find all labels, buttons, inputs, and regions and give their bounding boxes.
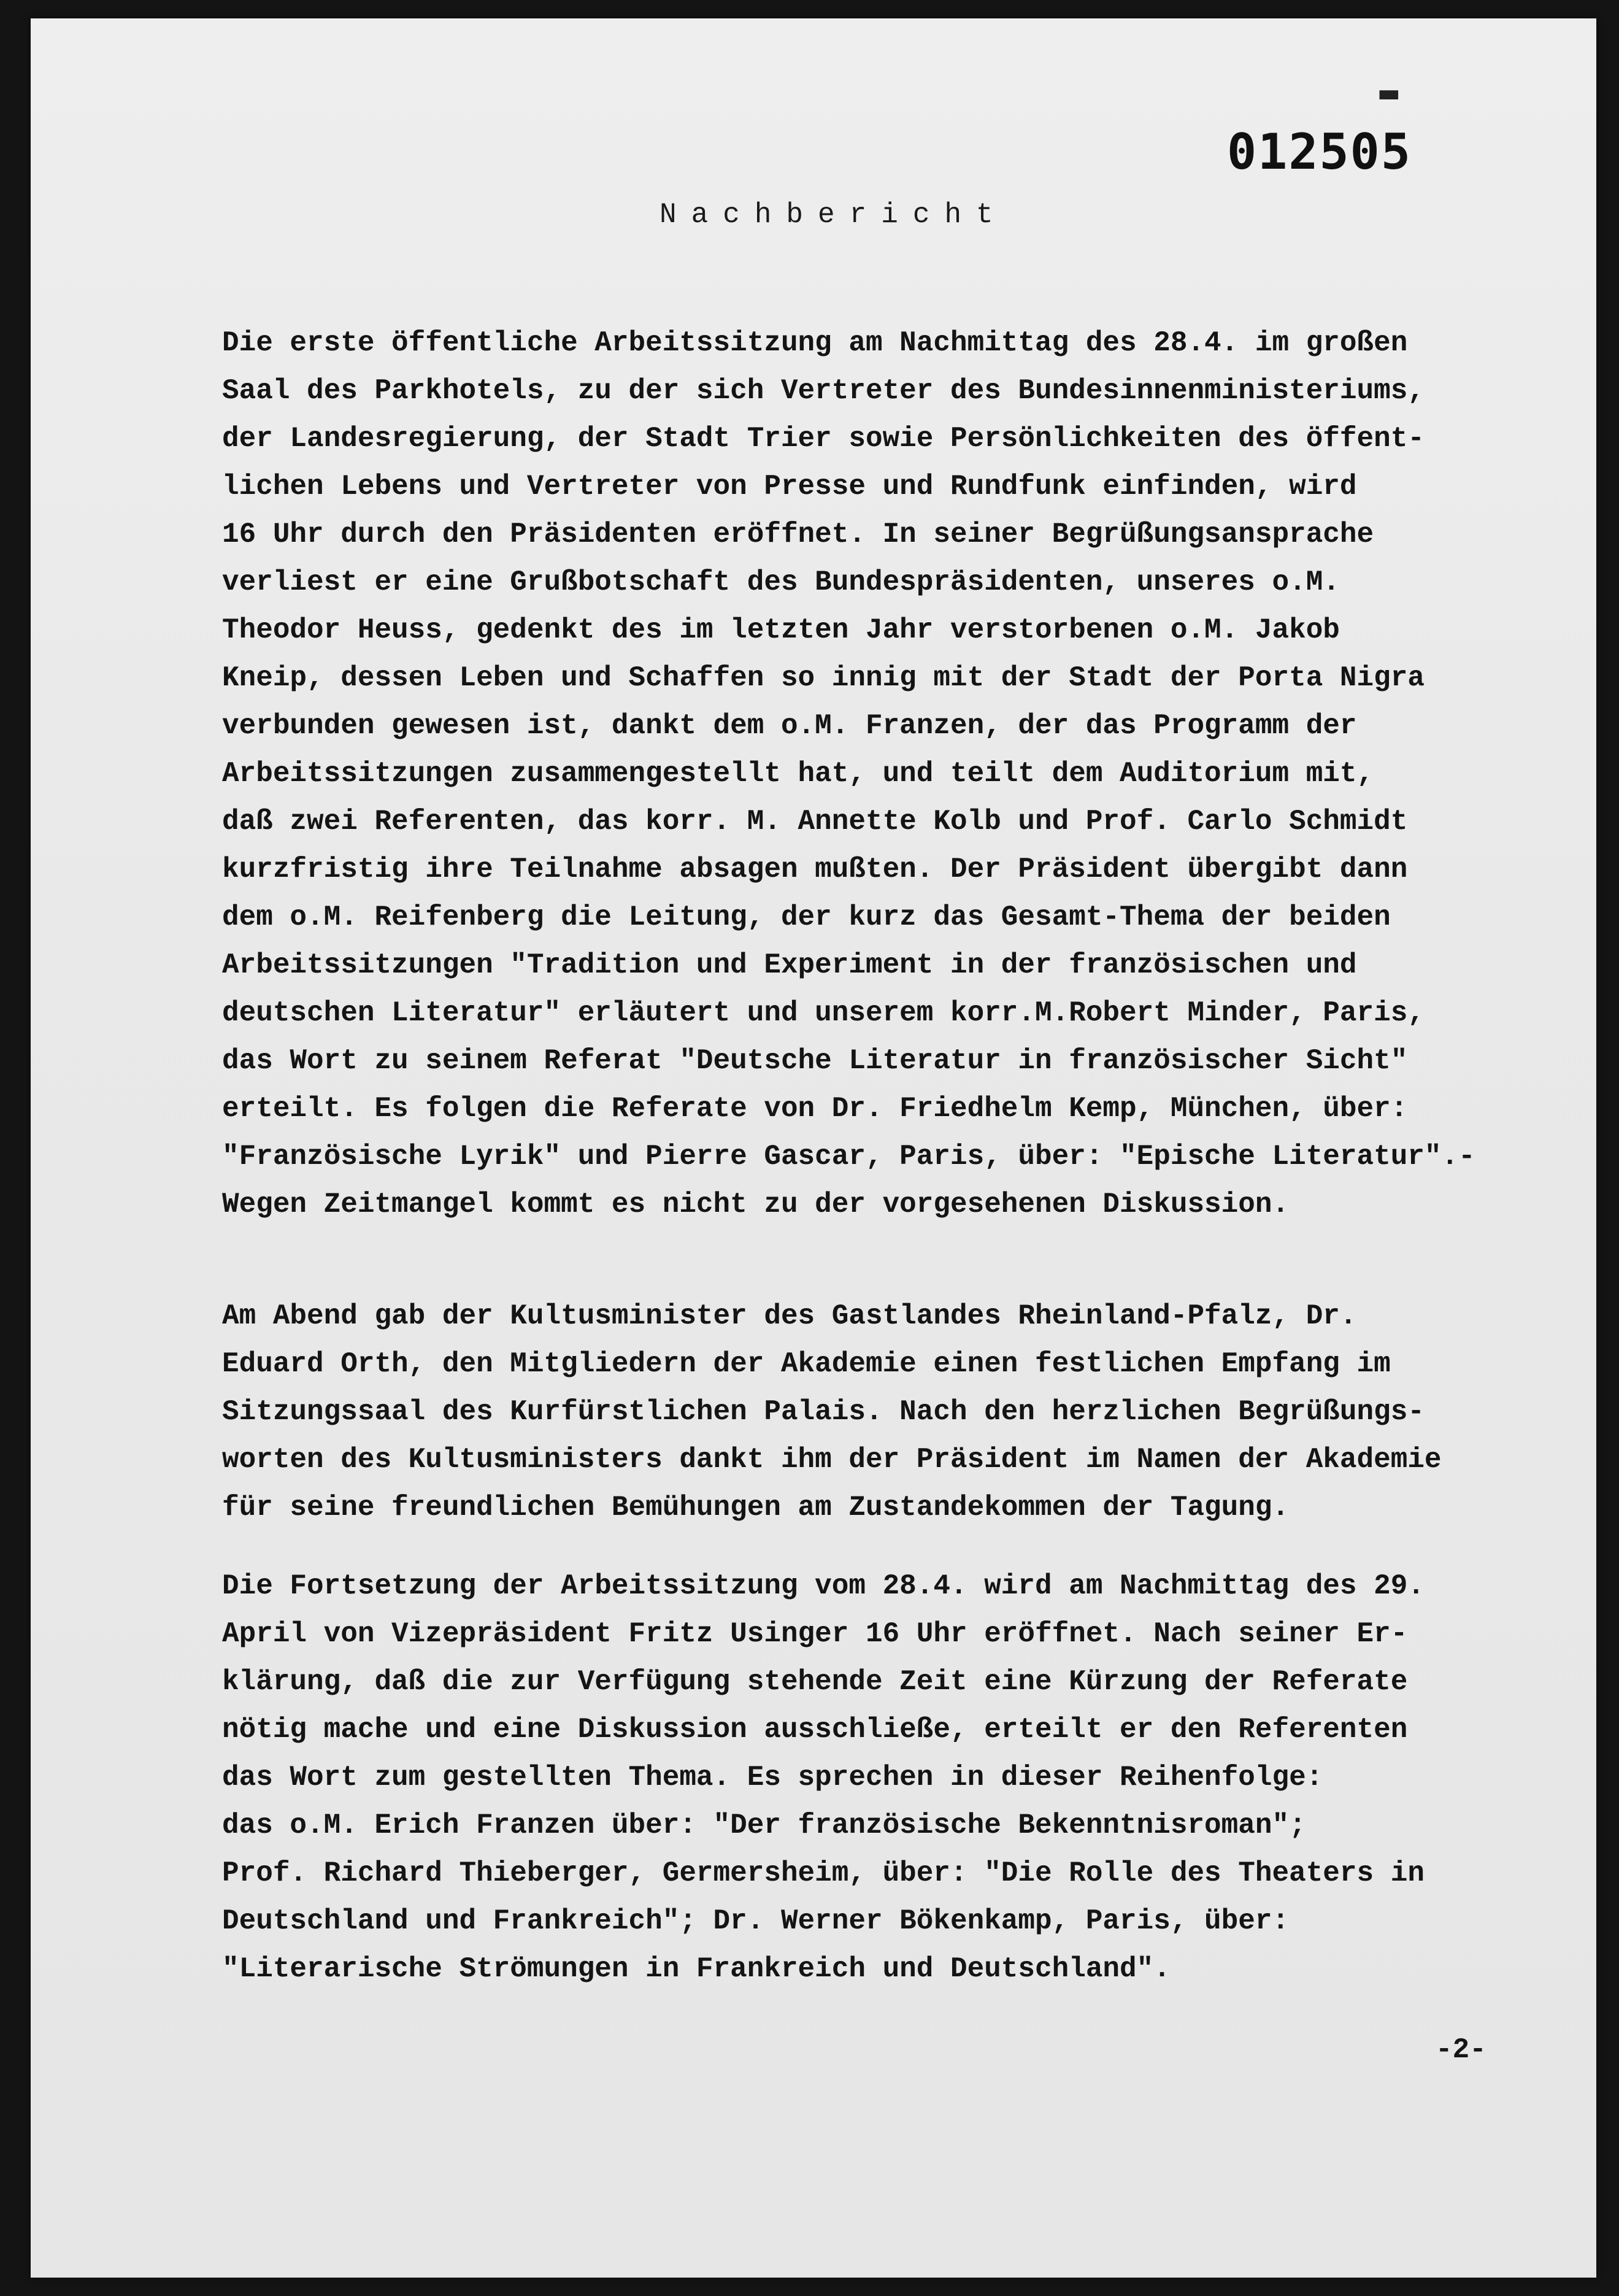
text-line: kurzfristig ihre Teilnahme absagen mußten. Der Präsident übergibt dann [222,853,1408,885]
text-line: worten des Kultusministers dankt ihm der Präsident im Namen der Akademie [222,1444,1442,1476]
text-line: daß zwei Referenten, das korr. M. Annette Kolb und Prof. Carlo Schmidt [222,806,1408,838]
text-line: deutschen Literatur" erläutert und unserem korr.M.Robert Minder, Paris, [222,997,1425,1029]
text-line: "Literarische Strömungen in Frankreich und Deutschland". [222,1953,1171,1985]
text-line: Wegen Zeitmangel kommt es nicht zu der vorgesehenen Diskussion. [222,1188,1290,1220]
text-line: erteilt. Es folgen die Referate von Dr. Friedhelm Kemp, München, über: [222,1093,1408,1125]
text-line: "Französische Lyrik" und Pierre Gascar, Paris, über: "Epische Literatur".- [222,1141,1475,1173]
text-line: Eduard Orth, den Mitgliedern der Akademie einen festlichen Empfang im [222,1348,1391,1380]
text-line: Theodor Heuss, gedenkt des im letzten Jahr verstorbenen o.M. Jakob [222,614,1340,646]
text-line: der Landesregierung, der Stadt Trier sowie Persönlichkeiten des öffent- [222,423,1425,455]
text-line: Prof. Richard Thieberger, Germersheim, über: "Die Rolle des Theaters in [222,1857,1425,1889]
text-line: Arbeitssitzungen "Tradition und Experiment in der französischen und [222,949,1357,981]
paragraph-3 [222,1562,1498,1993]
text-line: klärung, daß die zur Verfügung stehende Zeit eine Kürzung der Referate [222,1666,1408,1698]
text-line: Am Abend gab der Kultusminister des Gastlandes Rheinland-Pfalz, Dr. [222,1300,1357,1332]
page-title: Nachbericht [660,199,1008,231]
text-line: April von Vizepräsident Fritz Usinger 16 Uhr eröffnet. Nach seiner Er- [222,1618,1408,1650]
text-line: Deutschland und Frankreich"; Dr. Werner Bökenkamp, Paris, über: [222,1905,1290,1937]
text-line: Die erste öffentliche Arbeitssitzung am Nachmittag des 28.4. im großen [222,327,1408,359]
paragraph-2 [222,1292,1498,1531]
text-line: das Wort zu seinem Referat "Deutsche Literatur in französischer Sicht" [222,1045,1408,1077]
text-line: für seine freundlichen Bemühungen am Zustandekommen der Tagung. [222,1492,1290,1524]
page-number: -2- [1436,2034,1486,2066]
text-line: verliest er eine Grußbotschaft des Bundespräsidenten, unseres o.M. [222,566,1340,598]
paragraph-1 [222,319,1498,1228]
text-line: nötig mache und eine Diskussion ausschließe, erteilt er den Referenten [222,1714,1408,1746]
text-line: verbunden gewesen ist, dankt dem o.M. Franzen, der das Programm der [222,710,1357,742]
document-number: 012505 [1227,123,1412,180]
text-line: Sitzungssaal des Kurfürstlichen Palais. Nach den herzlichen Begrüßungs- [222,1396,1425,1428]
text-line: das o.M. Erich Franzen über: "Der französische Bekenntnisroman"; [222,1809,1306,1841]
text-line: Die Fortsetzung der Arbeitssitzung vom 28.4. wird am Nachmittag des 29. [222,1570,1425,1602]
text-line: Arbeitssitzungen zusammengestellt hat, und teilt dem Auditorium mit, [222,758,1374,790]
text-line: lichen Lebens und Vertreter von Presse und Rundfunk einfinden, wird [222,471,1357,503]
text-line: Saal des Parkhotels, zu der sich Vertreter des Bundesinnenministeriums, [222,375,1425,407]
text-line: das Wort zum gestellten Thema. Es sprechen in dieser Reihenfolge: [222,1762,1323,1793]
text-line: 16 Uhr durch den Präsidenten eröffnet. In seiner Begrüßungsansprache [222,518,1374,550]
text-line: Kneip, dessen Leben und Schaffen so innig mit der Stadt der Porta Nigra [222,662,1425,694]
text-line: dem o.M. Reifenberg die Leitung, der kurz das Gesamt-Thema der beiden [222,901,1391,933]
corner-mark: ▬ [1377,79,1401,107]
